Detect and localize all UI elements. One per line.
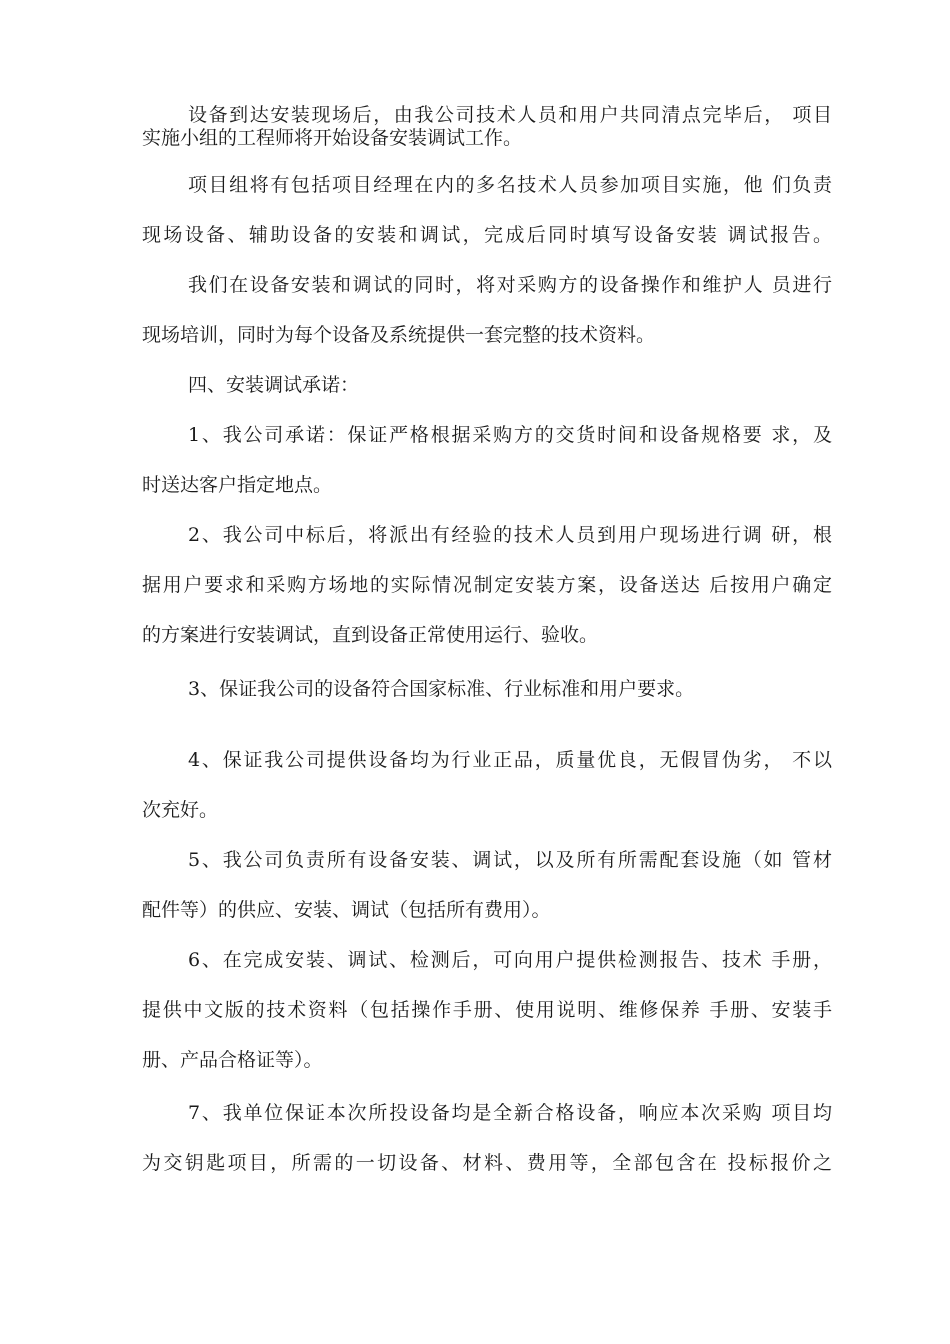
paragraph-line: 现场设备、辅助设备的安装和调试，完成后同时填写设备安装 调试报告。 (142, 224, 832, 246)
paragraph-line: 次充好。 (142, 799, 219, 821)
paragraph-line: 配件等）的供应、安装、调试（包括所有费用）。 (142, 899, 551, 921)
paragraph-line: 为交钥匙项目，所需的一切设备、材料、费用等，全部包含在 投标报价之 (142, 1152, 832, 1174)
paragraph-line: 3、保证我公司的设备符合国家标准、行业标准和用户要求。 (188, 678, 695, 700)
paragraph-line: 2、我公司中标后，将派出有经验的技术人员到用户现场进行调 研，根 (188, 524, 832, 546)
paragraph-line: 7、我单位保证本次所投设备均是全新合格设备，响应本次采购 项目均 (188, 1102, 832, 1124)
paragraph-line: 我们在设备安装和调试的同时，将对采购方的设备操作和维护人 员进行 (188, 274, 832, 296)
paragraph-line: 4、保证我公司提供设备均为行业正品，质量优良，无假冒伪劣， 不以 (188, 749, 832, 771)
paragraph-line: 的方案进行安装调试，直到设备正常使用运行、验收。 (142, 624, 599, 646)
paragraph-line: 设备到达安装现场后，由我公司技术人员和用户共同清点完毕后， 项目 (188, 104, 832, 126)
paragraph-line: 现场培训，同时为每个设备及系统提供一套完整的技术资料。 (142, 324, 656, 346)
paragraph-line: 5、我公司负责所有设备安装、调试，以及所有所需配套设施（如 管材 (188, 849, 832, 871)
section-heading: 四、安装调试承诺： (188, 374, 360, 396)
paragraph-line: 6、在完成安装、调试、检测后，可向用户提供检测报告、技术 手册， (188, 949, 832, 971)
paragraph-line: 实施小组的工程师将开始设备安装调试工作。 (142, 127, 523, 149)
paragraph-line: 册、产品合格证等）。 (142, 1049, 323, 1071)
paragraph-line: 1、我公司承诺：保证严格根据采购方的交货时间和设备规格要 求，及 (188, 424, 832, 446)
paragraph-line: 据用户要求和采购方场地的实际情况制定安装方案，设备送达 后按用户确定 (142, 574, 832, 596)
paragraph-line: 时送达客户指定地点。 (142, 474, 333, 496)
paragraph-line: 项目组将有包括项目经理在内的多名技术人员参加项目实施，他 们负责 (188, 174, 832, 196)
paragraph-line: 提供中文版的技术资料（包括操作手册、使用说明、维修保养 手册、安装手 (142, 999, 832, 1021)
